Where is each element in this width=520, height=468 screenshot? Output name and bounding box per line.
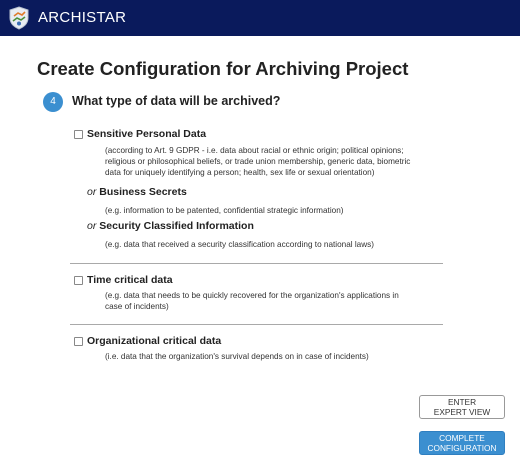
archistar-shield-logo-icon — [8, 6, 30, 30]
brand-name: ARCHISTAR — [38, 9, 127, 26]
page-title: Create Configuration for Archiving Project — [37, 58, 409, 79]
button-label-line: CONFIGURATION — [427, 443, 497, 453]
or-prefix: or — [87, 186, 97, 198]
step-question: What type of data will be archived? — [72, 94, 281, 108]
security-classified-label — [87, 220, 254, 232]
section-divider — [70, 263, 443, 264]
organizational-critical-data-label[interactable]: Organizational critical data — [87, 335, 222, 347]
business-secrets-text: Business Secrets — [99, 186, 187, 198]
time-critical-data-label[interactable]: Time critical data — [87, 274, 173, 286]
sensitive-personal-data-description — [105, 146, 410, 178]
time-critical-data-checkbox[interactable] — [74, 276, 83, 285]
description-line: religious or philosophical beliefs, or trade union membership, generic data, biometric — [105, 156, 411, 166]
description-line: data for uniquely identifying a person; health, sex life or sexual orientation) — [105, 167, 375, 177]
button-label-line: EXPERT VIEW — [433, 407, 491, 417]
organizational-critical-data-description: (i.e. data that the organization's survival depends on in case of incidents) — [105, 352, 369, 361]
security-classified-text: Security Classified Information — [99, 220, 254, 232]
complete-configuration-button[interactable] — [419, 431, 505, 455]
sensitive-personal-data-label[interactable]: Sensitive Personal Data — [87, 128, 207, 140]
sensitive-personal-data-checkbox[interactable] — [74, 130, 83, 139]
description-line: (according to Art. 9 GDPR - i.e. data about racial or ethnic origin; political opinions; — [105, 146, 404, 155]
description-line: (e.g. data that needs to be quickly recovered for the organization's applications in — [105, 291, 399, 300]
business-secrets-label — [87, 186, 187, 198]
step-number-badge: 4 — [43, 92, 63, 112]
button-label-line: COMPLETE — [439, 433, 485, 443]
description-line: case of incidents) — [105, 301, 169, 311]
business-secrets-description: (e.g. information to be patented, confidential strategic information) — [105, 206, 344, 215]
enter-expert-view-button[interactable] — [419, 395, 505, 419]
time-critical-data-description — [105, 291, 399, 313]
organizational-critical-data-checkbox[interactable] — [74, 337, 83, 346]
or-prefix: or — [87, 220, 97, 232]
top-navigation-bar — [0, 0, 520, 36]
security-classified-description: (e.g. data that received a security classification according to national laws) — [105, 240, 374, 249]
button-label-line: ENTER — [447, 397, 477, 407]
section-divider — [70, 324, 443, 325]
